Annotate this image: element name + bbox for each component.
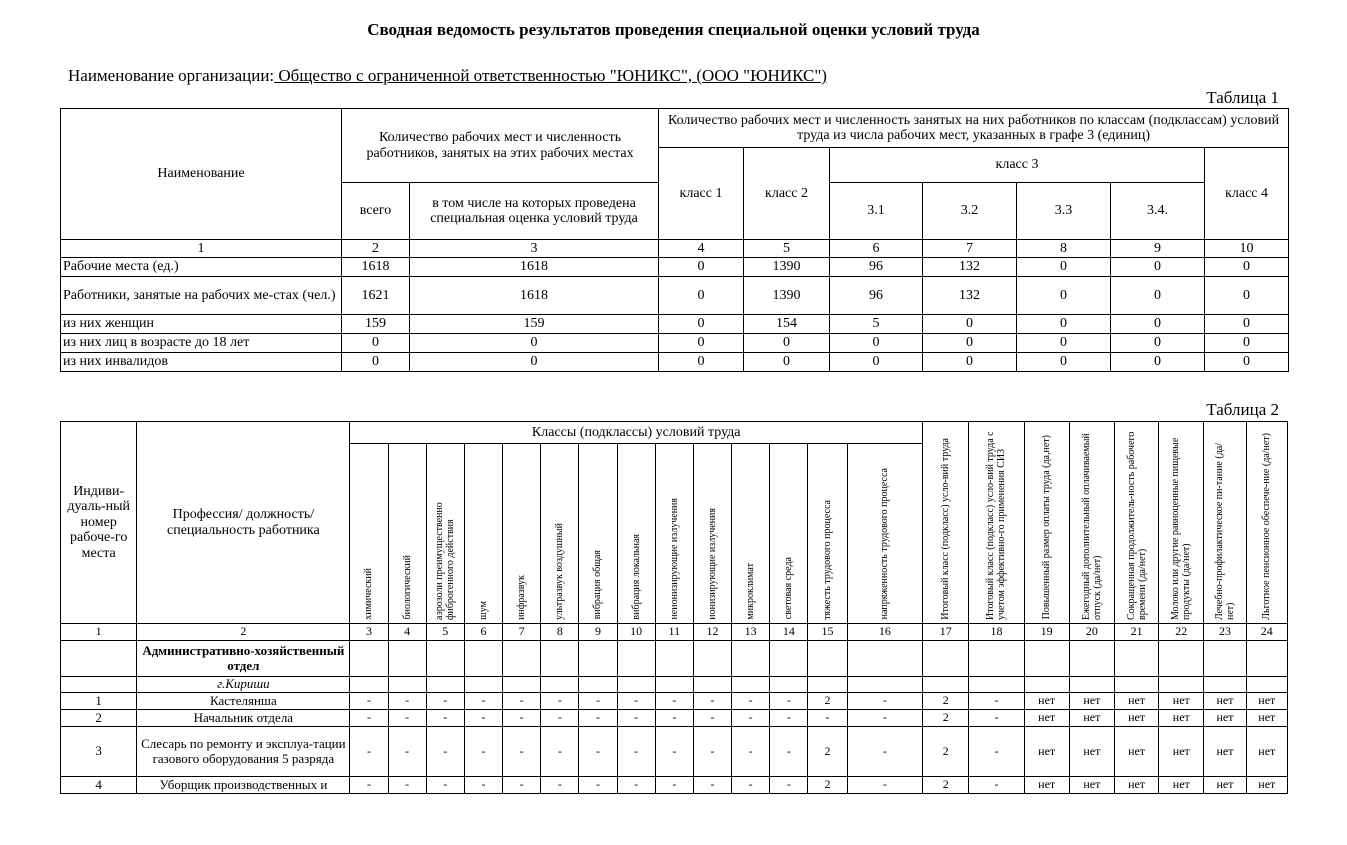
cell-value: нет	[1069, 727, 1114, 777]
cell-value: 159	[342, 315, 410, 334]
row-label: из них инвалидов	[61, 353, 342, 372]
cell-value: -	[770, 693, 808, 710]
cell-value: 0	[1111, 334, 1205, 353]
header-sub-3-4: 3.4.	[1111, 183, 1205, 240]
col-number: 3	[410, 240, 659, 258]
empty-cell	[426, 677, 464, 693]
empty-cell	[1114, 641, 1158, 677]
cell-value: нет	[1204, 693, 1246, 710]
cell-value: нет	[1204, 710, 1246, 727]
header-name: Наименование	[61, 109, 342, 240]
header-class3: класс 3	[830, 148, 1205, 183]
cell-value: 0	[1017, 353, 1111, 372]
row-label: Рабочие места (ед.)	[61, 258, 342, 277]
cell-value: нет	[1069, 693, 1114, 710]
header-factor: аэрозоли преимущественно фиброгенного действия	[426, 444, 464, 624]
cell-value: -	[969, 710, 1024, 727]
cell-value: -	[503, 693, 541, 710]
cell-value: 0	[410, 334, 659, 353]
summary-row	[61, 334, 1289, 353]
cell-value: -	[732, 727, 770, 777]
cell-value: 0	[1205, 353, 1289, 372]
empty-cell	[1159, 677, 1204, 693]
cell-value: -	[541, 710, 579, 727]
cell-value: 1390	[744, 277, 830, 315]
empty-cell	[693, 641, 731, 677]
empty-cell	[693, 677, 731, 693]
cell-value: -	[655, 727, 693, 777]
cell-value: нет	[1246, 693, 1287, 710]
cell-value: -	[464, 710, 502, 727]
cell-value: 2	[923, 710, 969, 727]
cell-value: -	[693, 777, 731, 794]
cell-value: 96	[830, 277, 923, 315]
cell-value: -	[847, 727, 922, 777]
empty-cell	[655, 641, 693, 677]
cell-value: нет	[1246, 777, 1287, 794]
col-number: 17	[923, 624, 969, 641]
empty-cell	[503, 677, 541, 693]
empty-cell	[732, 641, 770, 677]
empty-cell	[579, 641, 617, 677]
col-number: 8	[541, 624, 579, 641]
col-number: 3	[350, 624, 388, 641]
cell-value: -	[655, 710, 693, 727]
cell-value: 96	[830, 258, 923, 277]
summary-table	[60, 108, 1289, 372]
col-number: 4	[659, 240, 744, 258]
cell-value: 0	[744, 353, 830, 372]
empty-cell	[388, 677, 426, 693]
header-conditions: Классы (подклассы) условий труда	[350, 422, 923, 444]
empty-cell	[61, 677, 137, 693]
cell-value: 132	[923, 258, 1017, 277]
cell-value: -	[770, 727, 808, 777]
col-number: 2	[137, 624, 350, 641]
document-title: Сводная ведомость результатов проведения специальной оценки условий труда	[367, 20, 980, 39]
cell-value: -	[541, 693, 579, 710]
empty-cell	[969, 677, 1024, 693]
col-number: 6	[830, 240, 923, 258]
header-extra: Ежегодный дополнительный оплачиваемый отпуск (да/нет)	[1069, 422, 1114, 624]
workplace-number: 4	[61, 777, 137, 794]
cell-value: нет	[1204, 727, 1246, 777]
col-number: 1	[61, 624, 137, 641]
cell-value: 0	[1111, 353, 1205, 372]
profession-name: Кастелянша	[137, 693, 350, 710]
summary-row	[61, 353, 1289, 372]
header-class2: класс 2	[744, 148, 830, 240]
cell-value: 0	[659, 334, 744, 353]
cell-value: -	[847, 693, 922, 710]
header-factor: вибрация локальная	[617, 444, 655, 624]
cell-value: нет	[1159, 693, 1204, 710]
empty-cell	[61, 641, 137, 677]
cell-value: -	[732, 777, 770, 794]
header-extra: Льготное пенсионное обеспече-ние (да/нет)	[1246, 422, 1287, 624]
table-row	[61, 693, 1288, 710]
cell-value: -	[464, 727, 502, 777]
cell-value: 2	[808, 727, 847, 777]
cell-value: -	[617, 777, 655, 794]
cell-value: нет	[1024, 710, 1069, 727]
empty-cell	[541, 677, 579, 693]
header-factor: шум	[464, 444, 502, 624]
empty-cell	[579, 677, 617, 693]
cell-value: -	[541, 727, 579, 777]
cell-value: 0	[659, 258, 744, 277]
col-number: 20	[1069, 624, 1114, 641]
cell-value: нет	[1069, 710, 1114, 727]
cell-value: -	[426, 693, 464, 710]
empty-cell	[617, 641, 655, 677]
empty-cell	[541, 641, 579, 677]
cell-value: 0	[659, 315, 744, 334]
cell-value: -	[732, 710, 770, 727]
cell-value: 0	[1111, 315, 1205, 334]
empty-cell	[655, 677, 693, 693]
cell-value: -	[617, 710, 655, 727]
workplace-number: 2	[61, 710, 137, 727]
empty-cell	[503, 641, 541, 677]
cell-value: -	[426, 710, 464, 727]
cell-value: -	[969, 777, 1024, 794]
header-extra: Повышенный размер оплаты труда (да,нет)	[1024, 422, 1069, 624]
cell-value: -	[388, 710, 426, 727]
table-row	[61, 777, 1288, 794]
organization-name: Общество с ограниченной ответственностью "ЮНИКС", (ООО "ЮНИКС")	[274, 66, 827, 85]
cell-value: нет	[1114, 727, 1158, 777]
cell-value: -	[847, 777, 922, 794]
cell-value: 0	[1205, 334, 1289, 353]
cell-value: -	[579, 710, 617, 727]
header-classes: Количество рабочих мест и численность занятых на них работников по классам (подклассам) условий труда из числа рабочих мест, указанных в графе 3 (единиц)	[659, 109, 1289, 148]
cell-value: 0	[1205, 315, 1289, 334]
cell-value: 0	[923, 353, 1017, 372]
cell-value: -	[388, 693, 426, 710]
header-profession: Профессия/ должность/ специальность работника	[137, 422, 350, 624]
col-number: 5	[426, 624, 464, 641]
cell-value: 2	[923, 727, 969, 777]
header-total: всего	[342, 183, 410, 240]
header-extra: Итоговый класс (подкласс) усло-вий труда с учетом эффективно-го применения СИЗ	[969, 422, 1024, 624]
cell-value: 1621	[342, 277, 410, 315]
col-number: 1	[61, 240, 342, 258]
empty-cell	[350, 677, 388, 693]
cell-value: нет	[1024, 693, 1069, 710]
empty-cell	[1024, 641, 1069, 677]
col-number: 21	[1114, 624, 1158, 641]
summary-row	[61, 277, 1289, 315]
cell-value: -	[617, 727, 655, 777]
cell-value: -	[655, 777, 693, 794]
profession-name: Слесарь по ремонту и эксплуа-тации газового оборудования 5 разряда	[137, 727, 350, 777]
cell-value: 0	[1111, 277, 1205, 315]
workplace-number: 3	[61, 727, 137, 777]
header-count: Количество рабочих мест и численность работников, занятых на этих рабочих местах	[342, 109, 659, 183]
cell-value: -	[464, 693, 502, 710]
empty-cell	[1159, 641, 1204, 677]
cell-value: -	[503, 727, 541, 777]
cell-value: 0	[744, 334, 830, 353]
cell-value: 0	[659, 277, 744, 315]
empty-cell	[923, 641, 969, 677]
header-sub-3-1: 3.1	[830, 183, 923, 240]
cell-value: нет	[1246, 710, 1287, 727]
cell-value: -	[847, 710, 922, 727]
profession-name: Начальник отдела	[137, 710, 350, 727]
cell-value: 0	[1205, 258, 1289, 277]
header-class1: класс 1	[659, 148, 744, 240]
col-number: 2	[342, 240, 410, 258]
header-factor: химический	[350, 444, 388, 624]
cell-value: -	[350, 693, 388, 710]
col-number: 10	[617, 624, 655, 641]
cell-value: нет	[1114, 693, 1158, 710]
summary-row	[61, 315, 1289, 334]
summary-row	[61, 258, 1289, 277]
empty-cell	[1114, 677, 1158, 693]
workplace-number: 1	[61, 693, 137, 710]
header-extra: Сокращенная продолжитель-ность рабочего времени (да/нет)	[1114, 422, 1158, 624]
cell-value: нет	[1114, 710, 1158, 727]
cell-value: 132	[923, 277, 1017, 315]
header-factor: ультразвук воздушный	[541, 444, 579, 624]
cell-value: 1390	[744, 258, 830, 277]
organization-line	[68, 66, 827, 86]
empty-cell	[847, 677, 922, 693]
empty-cell	[350, 641, 388, 677]
header-extra: Итоговый класс (подкласс) усло-вий труда	[923, 422, 969, 624]
cell-value: -	[693, 710, 731, 727]
empty-cell	[808, 677, 847, 693]
col-number: 19	[1024, 624, 1069, 641]
header-factor: инфразвук	[503, 444, 541, 624]
cell-value: 0	[1205, 277, 1289, 315]
cell-value: -	[969, 693, 1024, 710]
cell-value: 0	[923, 334, 1017, 353]
cell-value: -	[693, 693, 731, 710]
col-number: 16	[847, 624, 922, 641]
header-factor: ионизирующие излучения	[693, 444, 731, 624]
empty-cell	[464, 677, 502, 693]
cell-value: 0	[1017, 334, 1111, 353]
cell-value: 2	[808, 777, 847, 794]
col-number: 4	[388, 624, 426, 641]
cell-value: 2	[808, 693, 847, 710]
empty-cell	[732, 677, 770, 693]
header-factor: микроклимат	[732, 444, 770, 624]
header-sub-3-3: 3.3	[1017, 183, 1111, 240]
cell-value: нет	[1159, 727, 1204, 777]
cell-value: -	[350, 777, 388, 794]
col-number: 22	[1159, 624, 1204, 641]
row-label: из них лиц в возрасте до 18 лет	[61, 334, 342, 353]
city-name: г.Кириши	[137, 677, 350, 693]
row-label: из них женщин	[61, 315, 342, 334]
cell-value: 0	[1111, 258, 1205, 277]
cell-value: 0	[923, 315, 1017, 334]
cell-value: 5	[830, 315, 923, 334]
empty-cell	[923, 677, 969, 693]
header-extra: Молоко или другие равноценные пищевые продукты (да/нет)	[1159, 422, 1204, 624]
cell-value: -	[388, 727, 426, 777]
cell-value: -	[617, 693, 655, 710]
header-factor: неионизирующие излучения	[655, 444, 693, 624]
cell-value: 0	[830, 353, 923, 372]
empty-cell	[426, 641, 464, 677]
cell-value: 0	[1017, 258, 1111, 277]
col-number: 7	[503, 624, 541, 641]
col-number: 7	[923, 240, 1017, 258]
header-sout: в том числе на которых проведена специальная оценка условий труда	[410, 183, 659, 240]
empty-cell	[1204, 677, 1246, 693]
cell-value: -	[808, 710, 847, 727]
cell-value: нет	[1159, 777, 1204, 794]
row-label: Работники, занятые на рабочих ме-стах (чел.)	[61, 277, 342, 315]
cell-value: -	[579, 693, 617, 710]
profession-name: Уборщик производственных и	[137, 777, 350, 794]
empty-cell	[1246, 641, 1287, 677]
cell-value: нет	[1246, 727, 1287, 777]
cell-value: -	[655, 693, 693, 710]
header-factor: световая среда	[770, 444, 808, 624]
cell-value: -	[770, 777, 808, 794]
col-number: 18	[969, 624, 1024, 641]
cell-value: 0	[342, 353, 410, 372]
col-number: 8	[1017, 240, 1111, 258]
cell-value: 0	[410, 353, 659, 372]
header-factor: тяжесть трудового процесса	[808, 444, 847, 624]
col-number: 10	[1205, 240, 1289, 258]
cell-value: нет	[1114, 777, 1158, 794]
cell-value: 2	[923, 777, 969, 794]
col-number: 14	[770, 624, 808, 641]
empty-cell	[1024, 677, 1069, 693]
empty-cell	[617, 677, 655, 693]
cell-value: 154	[744, 315, 830, 334]
cell-value: 1618	[410, 277, 659, 315]
col-number: 11	[655, 624, 693, 641]
column-number-row	[61, 624, 1288, 641]
col-number: 15	[808, 624, 847, 641]
cell-value: -	[503, 777, 541, 794]
cell-value: -	[350, 727, 388, 777]
cell-value: -	[770, 710, 808, 727]
col-number: 6	[464, 624, 502, 641]
column-number-row	[61, 240, 1289, 258]
cell-value: 1618	[342, 258, 410, 277]
col-number: 13	[732, 624, 770, 641]
cell-value: нет	[1204, 777, 1246, 794]
cell-value: -	[579, 727, 617, 777]
cell-value: -	[388, 777, 426, 794]
header-extra: Лечебно-профилактическое пи-тание (да/нет)	[1204, 422, 1246, 624]
cell-value: -	[464, 777, 502, 794]
cell-value: -	[693, 727, 731, 777]
empty-cell	[1069, 677, 1114, 693]
empty-cell	[969, 641, 1024, 677]
empty-cell	[464, 641, 502, 677]
cell-value: -	[426, 777, 464, 794]
cell-value: -	[350, 710, 388, 727]
cell-value: нет	[1024, 777, 1069, 794]
col-number: 9	[579, 624, 617, 641]
cell-value: 0	[659, 353, 744, 372]
cell-value: -	[969, 727, 1024, 777]
cell-value: нет	[1024, 727, 1069, 777]
cell-value: нет	[1069, 777, 1114, 794]
header-factor: вибрация общая	[579, 444, 617, 624]
city-row	[61, 677, 1288, 693]
col-number: 9	[1111, 240, 1205, 258]
cell-value: -	[732, 693, 770, 710]
cell-value: 159	[410, 315, 659, 334]
cell-value: -	[579, 777, 617, 794]
cell-value: 1618	[410, 258, 659, 277]
header-class4: класс 4	[1205, 148, 1289, 240]
table-row	[61, 727, 1288, 777]
col-number: 23	[1204, 624, 1246, 641]
col-number: 5	[744, 240, 830, 258]
cell-value: 0	[1017, 315, 1111, 334]
cell-value: 2	[923, 693, 969, 710]
col-number: 24	[1246, 624, 1287, 641]
workplace-table	[60, 421, 1288, 794]
organization-label: Наименование организации:	[68, 66, 275, 85]
cell-value: -	[503, 710, 541, 727]
header-factor: биологический	[388, 444, 426, 624]
header-sub-3-2: 3.2	[923, 183, 1017, 240]
cell-value: 0	[1017, 277, 1111, 315]
empty-cell	[847, 641, 922, 677]
empty-cell	[388, 641, 426, 677]
cell-value: нет	[1159, 710, 1204, 727]
empty-cell	[770, 641, 808, 677]
cell-value: -	[426, 727, 464, 777]
table1-caption: Таблица 1	[1206, 88, 1279, 107]
table2-caption: Таблица 2	[1206, 400, 1279, 419]
cell-value: 0	[830, 334, 923, 353]
cell-value: 0	[342, 334, 410, 353]
header-workplace-number: Индиви-дуаль-ный номер рабоче-го места	[61, 422, 137, 624]
empty-cell	[770, 677, 808, 693]
section-row	[61, 641, 1288, 677]
header-factor: напряженность трудового процесса	[847, 444, 922, 624]
table-row	[61, 710, 1288, 727]
empty-cell	[808, 641, 847, 677]
empty-cell	[1204, 641, 1246, 677]
cell-value: -	[541, 777, 579, 794]
col-number: 12	[693, 624, 731, 641]
section-title: Административно-хозяйственный отдел	[137, 641, 350, 677]
empty-cell	[1246, 677, 1287, 693]
empty-cell	[1069, 641, 1114, 677]
